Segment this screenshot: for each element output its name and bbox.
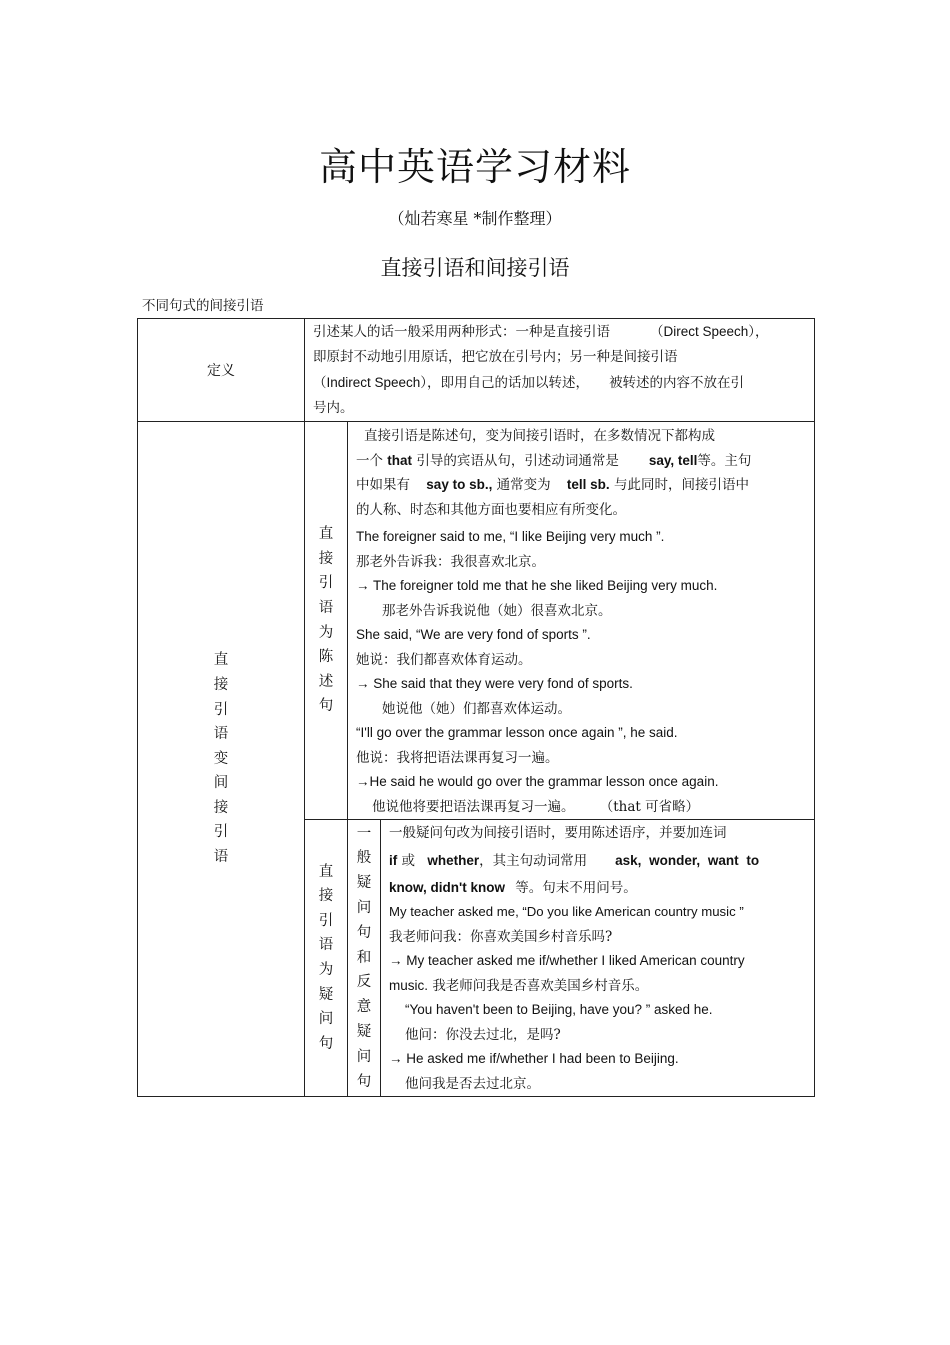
definition-line: 即原封不动地引用原话，把它放在引号内；另一种是间接引语 [313, 349, 678, 365]
vertical-label-char: 接 [318, 888, 334, 905]
vertical-label-char: 句 [318, 1035, 334, 1052]
definition-label: 定义 [138, 319, 305, 422]
vertical-label-char: 意 [356, 999, 372, 1016]
vertical-label-char: 一 [356, 825, 372, 842]
statement-intro-part: 一个 [356, 452, 383, 469]
vertical-label-char: 疑 [356, 875, 372, 892]
example-line: → My teacher asked me if/whether I liked American country [389, 953, 745, 968]
example-line: 那老外告诉我说他（她）很喜欢北京。 [382, 602, 612, 619]
vertical-label-char: 疑 [318, 986, 334, 1003]
question-category-label [305, 820, 348, 1097]
example-line: 他问：你没去过北，是吗? [405, 1026, 561, 1043]
vertical-label-char: 引 [213, 701, 229, 718]
question-intro-part: ，其主句动词常用 [479, 852, 588, 869]
vertical-label-char: 语 [318, 937, 334, 954]
statement-keyword: tell sb. [566, 477, 610, 492]
example-line: “I'll go over the grammar lesson once again ”, he said. [356, 725, 678, 740]
statement-intro-part: 引导的宾语从句，引述动词通常是 [416, 452, 619, 469]
question-keyword: know, didn't know [389, 879, 505, 895]
vertical-label-char: 直 [213, 652, 229, 669]
vertical-label-char: 和 [356, 949, 372, 966]
vertical-label-char: 句 [318, 698, 334, 715]
statement-intro-part: 与此同时，间接引语中 [613, 477, 749, 493]
example-line: “You haven't been to Beijing, have you? ” asked he. [405, 1002, 713, 1017]
vertical-label-char: 陈 [318, 649, 334, 666]
definition-line: （Indirect Speech），即用自己的话加以转述， [313, 375, 590, 390]
question-intro-line: 一般疑问句改为间接引语时，要用陈述语序，并要加连词 [389, 825, 727, 841]
example-note: （that 可省略） [606, 798, 700, 815]
vertical-label-char: 般 [356, 850, 372, 867]
main-category-label [138, 422, 305, 1097]
statement-row [138, 422, 815, 820]
vertical-label-char: 语 [213, 726, 229, 743]
statement-intro-part: 中如果有 [356, 477, 410, 493]
example-line: 他说：我将把语法课再复习一遍。 [356, 749, 559, 766]
example-line: 她说他（她）们都喜欢体运动。 [382, 700, 571, 717]
vertical-label-char: 接 [213, 676, 229, 693]
vertical-label-char: 间 [213, 775, 229, 792]
example-line: 他说他将要把语法课再复习一遍。 [372, 798, 575, 815]
example-line: 我老师问我是否喜欢美国乡村音乐。 [432, 977, 649, 994]
question-intro-part: 或 [401, 852, 416, 869]
document-subtitle: 直接引语和间接引语 [380, 256, 570, 280]
question-subcategory-label [348, 820, 381, 1097]
section-label: 不同句式的间接引语 [142, 298, 264, 314]
definition-line: 被转述的内容不放在引 [609, 375, 745, 391]
question-keyword: whether [427, 852, 480, 868]
definition-line: 引述某人的话一般采用两种形式：一种是直接引语 [313, 324, 610, 340]
vertical-label-char: 为 [318, 624, 334, 641]
document-author: （灿若寒星 *制作整理） [388, 209, 562, 228]
example-line: My teacher asked me, “Do you like American country music ” [389, 904, 744, 919]
vertical-label-char: 接 [318, 550, 334, 567]
vertical-label-char: 接 [213, 799, 229, 816]
statement-intro-part: 等。主句 [697, 452, 752, 469]
vertical-label-char: 引 [318, 575, 334, 592]
vertical-label-char: 直 [318, 526, 334, 543]
example-line: 他问我是否去过北京。 [405, 1075, 540, 1092]
statement-intro-line: 直接引语是陈述句，变为间接引语时，在多数情况下都构成 [364, 428, 715, 444]
vertical-label-char: 反 [356, 974, 372, 991]
vertical-label-char: 变 [213, 750, 229, 767]
vertical-label-char: 问 [318, 1011, 334, 1028]
vertical-label-char: 问 [356, 900, 372, 916]
definition-line: 号内。 [313, 400, 354, 416]
question-keyword: ask, wonder, want to [615, 852, 760, 868]
example-line: → The foreigner told me that he she liked Beijing very much. [356, 578, 718, 593]
statement-keyword: that [387, 452, 413, 468]
statement-keyword: say to sb., [426, 477, 493, 492]
example-line: → She said that they were very fond of sports. [356, 676, 633, 691]
example-line: → He asked me if/whether I had been to Beijing. [389, 1051, 679, 1066]
vertical-label-char: 语 [318, 599, 334, 616]
statement-keyword: say, tell [648, 452, 698, 468]
example-line: 她说：我们都喜欢体育运动。 [356, 651, 532, 668]
document-title: 高中英语学习材料 [318, 145, 631, 189]
grammar-table [137, 318, 815, 1097]
question-content [381, 820, 815, 1097]
vertical-label-char: 句 [356, 1073, 372, 1090]
statement-content [348, 422, 815, 820]
example-line: She said, “We are very fond of sports ”. [356, 627, 591, 642]
vertical-label-char: 引 [318, 912, 334, 929]
example-line: →He said he would go over the grammar lesson once again. [356, 774, 719, 789]
example-line: 我老师问我：你喜欢美国乡村音乐吗? [389, 928, 613, 945]
example-line: The foreigner said to me, “I like Beijing very much ”. [356, 529, 665, 544]
vertical-label-char: 为 [318, 962, 334, 978]
vertical-label-char: 疑 [356, 1023, 372, 1040]
definition-row [138, 319, 815, 422]
question-intro-part: 等。句末不用问号。 [515, 879, 637, 896]
statement-intro-part: 通常变为 [496, 477, 551, 493]
vertical-label-char: 引 [213, 824, 229, 841]
question-keyword: if [389, 852, 398, 868]
vertical-label-char: 直 [318, 863, 334, 880]
vertical-label-char: 述 [318, 673, 334, 690]
example-line: music. [389, 977, 429, 993]
example-line: 那老外告诉我：我很喜欢北京。 [356, 553, 545, 570]
statement-intro-line: 的人称、时态和其他方面也要相应有所变化。 [356, 501, 626, 518]
statement-category-label [305, 422, 348, 820]
vertical-label-char: 问 [356, 1048, 372, 1065]
definition-line: （Direct Speech）， [650, 324, 769, 339]
definition-text [305, 319, 815, 422]
vertical-label-char: 语 [213, 849, 229, 866]
vertical-label-char: 句 [356, 924, 372, 941]
